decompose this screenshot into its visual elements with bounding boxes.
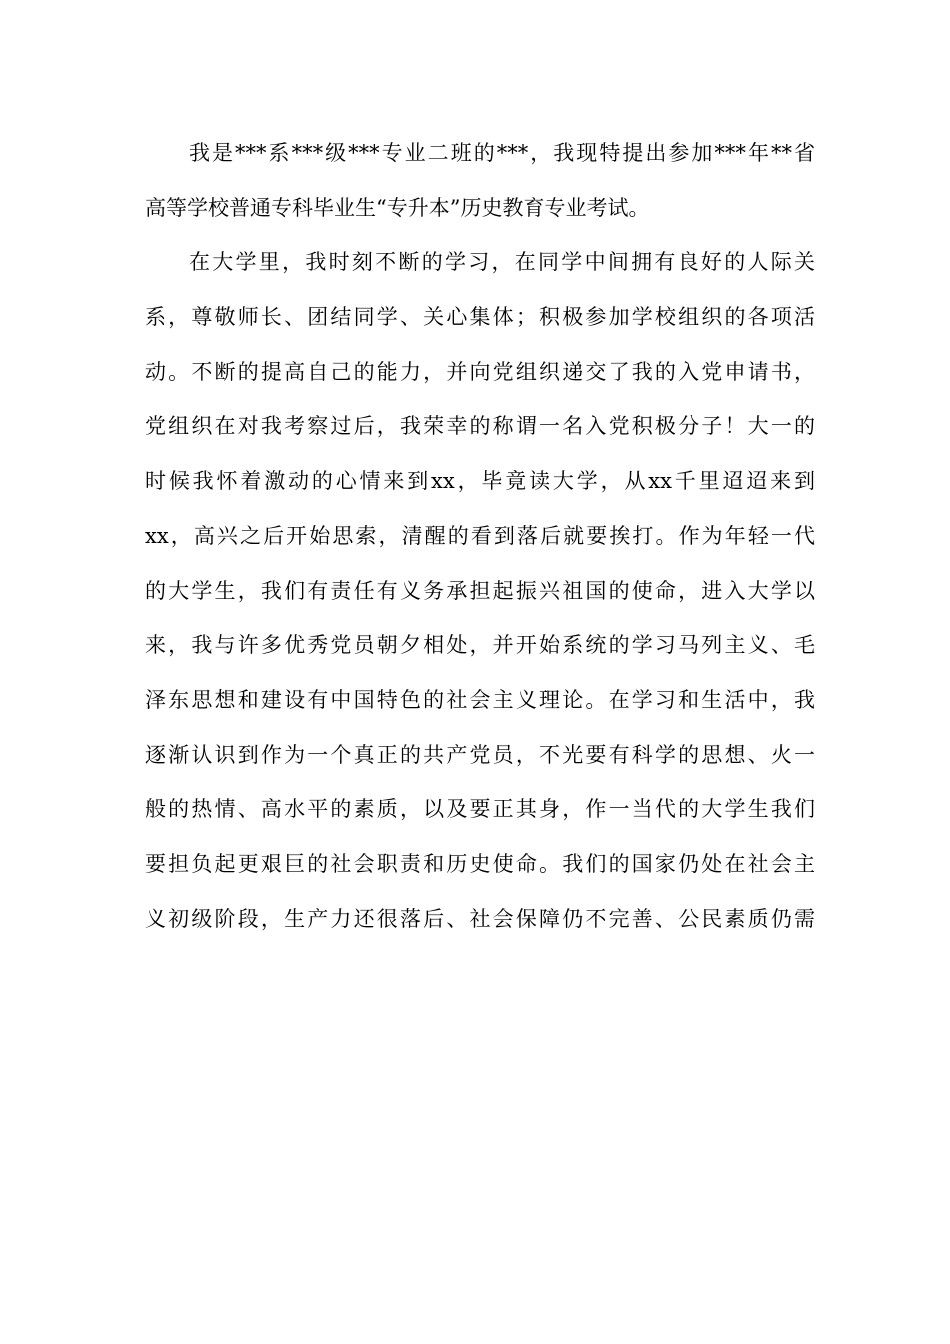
text-line: 时候我怀着激动的心情来到xx，毕竟读大学，从xx千里迢迢来到 [145, 469, 815, 494]
text-line: xx，高兴之后开始思索，清醒的看到落后就要挨打。作为年轻一代 [145, 523, 815, 548]
paragraph-1 [145, 132, 815, 241]
text-line: 泽东思想和建设有中国特色的社会主义理论。在学习和生活中，我 [145, 687, 815, 712]
text-line: 般的热情、高水平的素质，以及要正其身，作一当代的大学生我们 [145, 797, 815, 822]
text-line: 来，我与许多优秀党员朝夕相处，并开始系统的学习马列主义、毛 [145, 633, 815, 658]
text-line: 要担负起更艰巨的社会职责和历史使命。我们的国家仍处在社会主 [145, 851, 815, 876]
text-line: 动。不断的提高自己的能力，并向党组织递交了我的入党申请书， [145, 359, 815, 384]
text-line: 逐渐认识到作为一个真正的共产党员，不光要有科学的思想、火一 [145, 742, 815, 767]
text-line: 系，尊敬师长、团结同学、关心集体；积极参加学校组织的各项活 [145, 305, 815, 330]
document-body [145, 132, 815, 952]
text-line: 在大学里，我时刻不断的学习，在同学中间拥有良好的人际关 [189, 250, 815, 275]
text-line: 我是***系***级***专业二班的***，我现特提出参加***年**省 [189, 141, 815, 165]
paragraph-2 [145, 241, 815, 952]
text-line: 义初级阶段，生产力还很落后、社会保障仍不完善、公民素质仍需 [145, 906, 815, 931]
text-line: 的大学生，我们有责任有义务承担起振兴祖国的使命，进入大学以 [145, 578, 815, 603]
text-line: 党组织在对我考察过后，我荣幸的称谓一名入党积极分子！大一的 [145, 414, 815, 439]
text-line: 高等学校普通专科毕业生“专升本”历史教育专业考试。 [145, 195, 650, 220]
